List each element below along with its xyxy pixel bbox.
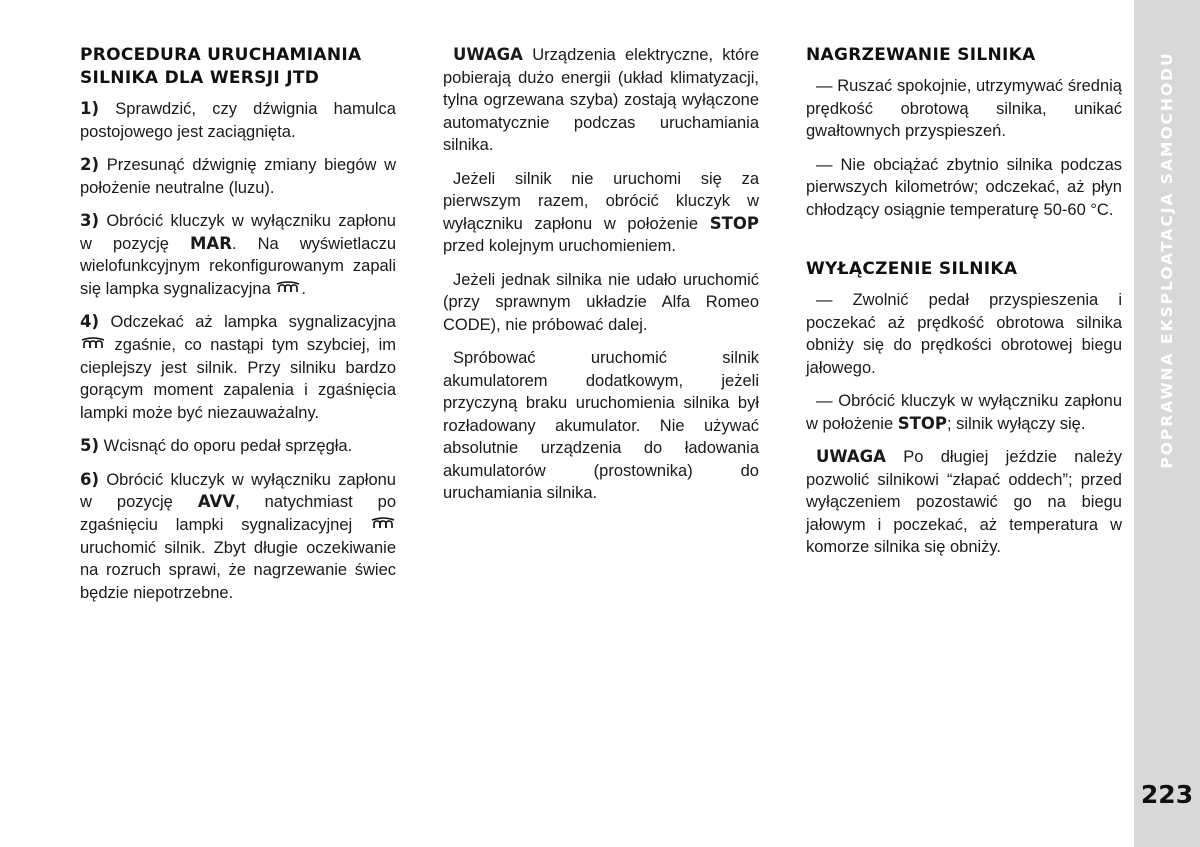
paragraph: — Zwolnić pedał przyspieszenia i poczekać aż prędkość obrotowa silnika obniży się do prędkości obrotowej biegu jałowego. (806, 291, 1122, 377)
section-spacer (806, 232, 1122, 258)
glow-plug-icon (80, 334, 106, 357)
step-text: Przesunąć dźwignię zmiany biegów w położenie neutralne (luzu). (80, 156, 396, 197)
keyword-stop: STOP (709, 213, 759, 233)
paragraph (806, 390, 1122, 435)
section-heading-shutdown: WYŁĄCZENIE SILNIKA (806, 259, 1018, 279)
paragraph: Spróbować uruchomić silnik akumulatorem dodatkowym, jeżeli przyczyną braku uruchomienia silnika był rozładowany akumulator. Nie używać absolutnie urządzenia do ładowania akumulatorów (prostownika) do uruchamiania silnika. (443, 349, 759, 502)
step-text: Obrócić kluczyk w wyłączniku zapłonu w pozycję (80, 212, 396, 253)
column-right (806, 44, 1122, 570)
glow-plug-icon (275, 278, 301, 301)
step-number: 6) (80, 469, 100, 489)
step-6 (80, 469, 396, 604)
paragraph (443, 168, 759, 258)
keyword-avv: AVV (197, 492, 236, 512)
step-text: . Na wyświetlaczu wielofunkcyjnym rekonfigurowanym zapali się lampka sygnalizacyjna (80, 234, 397, 298)
step-text: zgaśnie, co nastąpi tym szybciej, im cieplejszy jest silnik. Przy silniku bardzo gorącym moment zapalenia i zgaśnięcia lampki może być niezauważalny. (80, 335, 396, 422)
step-number: 4) (80, 312, 100, 332)
column-left (80, 44, 396, 615)
step-text: . (301, 279, 306, 298)
side-tab-label (1134, 0, 1200, 520)
step-text: , natychmiast po zgaśnięciu lampki sygnalizacyjnej (80, 493, 397, 534)
step-1 (80, 98, 396, 143)
paragraph-text: przed kolejnym uruchomieniem. (443, 237, 676, 255)
step-number: 5) (80, 436, 100, 456)
side-tab-text: POPRAWNA EKSPLOATACJA SAMOCHODU (1158, 51, 1176, 469)
step-text: Sprawdzić, czy dźwignia hamulca postojowego jest zaciągnięta. (80, 100, 396, 141)
column-middle (443, 44, 759, 516)
keyword-mar: MAR (190, 233, 232, 253)
paragraph: Jeżeli jednak silnika nie udało uruchomić (przy sprawnym układzie Alfa Romeo CODE), nie próbować dalej. (443, 270, 759, 334)
note-paragraph (806, 446, 1122, 559)
page-number: 223 (1140, 780, 1194, 809)
step-2 (80, 154, 396, 199)
section-heading-warmup: NAGRZEWANIE SILNIKA (806, 45, 1036, 65)
paragraph-text: ; silnik wyłączy się. (947, 414, 1086, 433)
step-text: uruchomić silnik. Zbyt długie oczekiwanie na rozruch sprawi, że nagrzewanie świec będzie niepotrzebne. (80, 538, 396, 602)
keyword-uwaga: UWAGA (453, 45, 523, 64)
step-text: Obrócić kluczyk w wyłączniku zapłonu w pozycję (80, 470, 396, 512)
paragraph-text: Urządzenia elektryczne, które pobierają dużo energii (układ klimatyzacji, tylna ogrzewana szyba) zostają wyłączone automatycznie podczas uruchamiania silnika. (443, 46, 759, 154)
paragraph-text: — Obrócić kluczyk w wyłączniku zapłonu w położenie (806, 392, 1122, 433)
paragraph: — Ruszać spokojnie, utrzymywać średnią prędkość obrotową silnika, unikać gwałtownych przyspieszeń. (806, 77, 1122, 140)
glow-plug-icon (370, 514, 396, 537)
step-5 (80, 435, 396, 458)
step-text: Wcisnąć do oporu pedał sprzęgła. (103, 437, 353, 456)
step-number: 1) (80, 99, 100, 118)
keyword-uwaga: UWAGA (816, 447, 886, 466)
step-number: 3) (80, 211, 100, 230)
section-heading-jtd-start: PROCEDURA URUCHAMIANIA SILNIKA DLA WERSJI JTD (80, 45, 362, 88)
paragraph: — Nie obciążać zbytnio silnika podczas pierwszych kilometrów; odczekać, aż płyn chłodzący osiągnie temperaturę 50-60 °C. (806, 155, 1122, 219)
keyword-stop: STOP (897, 413, 947, 433)
note-paragraph (443, 44, 759, 157)
step-4 (80, 311, 396, 424)
step-text: Odczekać aż lampka sygnalizacyjna (110, 313, 396, 332)
paragraph-text: Po długiej jeździe należy pozwolić silnikowi “złapać oddech”; przed wyłączeniem pozostawić go na biegu jałowym i poczekać, aż temperatura w komorze silnika się obniży. (806, 448, 1122, 556)
step-3 (80, 210, 396, 300)
paragraph-text: Jeżeli silnik nie uruchomi się za pierwszym razem, obrócić kluczyk w wyłączniku zapłonu w położenie (443, 169, 759, 233)
step-number: 2) (80, 155, 100, 174)
